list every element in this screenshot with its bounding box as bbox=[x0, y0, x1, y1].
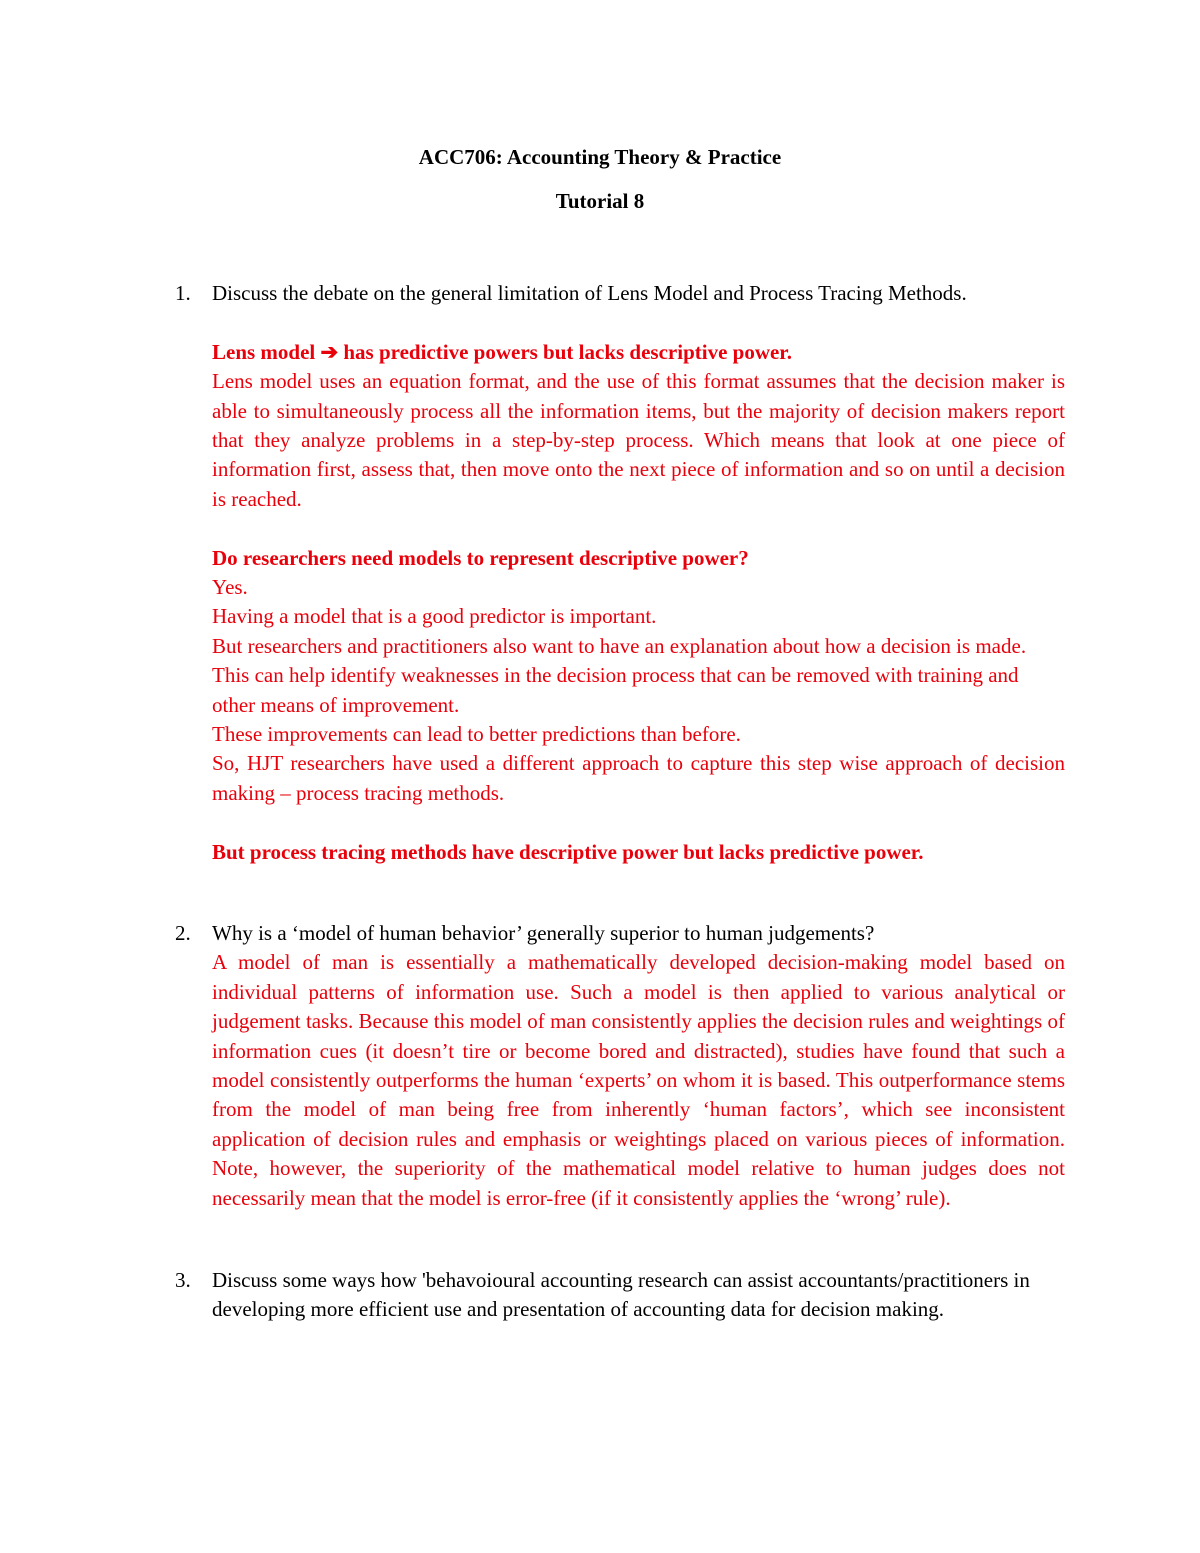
answer-line: These improvements can lead to better predictions than before. bbox=[212, 722, 741, 747]
question-3-number: 3. bbox=[175, 1268, 191, 1292]
tutorial-title: Tutorial 8 bbox=[555, 189, 645, 213]
answer-line: Yes. bbox=[212, 575, 248, 600]
question-2-text: Why is a ‘model of human behavior’ generally superior to human judgements? bbox=[212, 921, 875, 945]
question-3-text: Discuss some ways how 'behavoioural accounting research can assist accountants/practitioners in developing more efficient use and presentation of accounting data for decision making. bbox=[212, 1268, 1030, 1322]
descriptive-power-question: Do researchers need models to represent descriptive power? bbox=[212, 545, 749, 570]
process-tracing-conclusion: But process tracing methods have descriptive power but lacks predictive power. bbox=[212, 839, 924, 864]
answer-line: This can help identify weaknesses in the decision process that can be removed with training and other means of improvement. bbox=[212, 663, 1019, 717]
question-2 bbox=[175, 919, 1065, 1213]
lens-model-heading bbox=[212, 338, 1065, 367]
question-3 bbox=[175, 1266, 1065, 1325]
answer-line: Having a model that is a good predictor is important. bbox=[212, 604, 657, 629]
answer-line: So, HJT researchers have used a different approach to capture this step wise approach of decision making – process tracing methods. bbox=[212, 751, 1065, 805]
question-1-text: Discuss the debate on the general limitation of Lens Model and Process Tracing Methods. bbox=[212, 281, 967, 305]
right-arrow-icon: ➔ bbox=[320, 339, 339, 364]
question-2-number: 2. bbox=[175, 921, 191, 945]
question-2-answer: A model of man is essentially a mathematically developed decision-making model based on individual patterns of information use. Such a model is then applied to various analytical or judgement tasks. Because this model of man consistently applies the decision rules and weightings of information cues (it doesn’t tire or become bored and distracted), studies have found that such a model consistently outperforms the human ‘experts’ on whom it is based. This outperformance stems from the model of man being free from inherently ‘human factors’, which see inconsistent application of decision rules and emphasis or weightings placed on various pieces of information. Note, however, the superiority of the mathematical model relative to human judges does not necessarily mean that the model is error-free (if it consistently applies the ‘wrong’ rule). bbox=[212, 950, 1065, 1210]
lens-model-explanation: Lens model uses an equation format, and the use of this format assumes that the decision maker is able to simultaneously process all the information items, but the majority of decision makers report that they analyze problems in a step-by-step process. Which means that look at one piece of information first, assess that, then move onto the next piece of information and so on until a decision is reached. bbox=[212, 369, 1065, 511]
lens-model-heading-lead: Lens model bbox=[212, 339, 316, 364]
question-1-number: 1. bbox=[175, 281, 191, 305]
lens-model-heading-rest: has predictive powers but lacks descriptive power. bbox=[343, 339, 792, 364]
course-title: ACC706: Accounting Theory & Practice bbox=[418, 145, 782, 169]
answer-line: But researchers and practitioners also want to have an explanation about how a decision is made. bbox=[212, 633, 1027, 658]
question-1 bbox=[175, 279, 1065, 867]
